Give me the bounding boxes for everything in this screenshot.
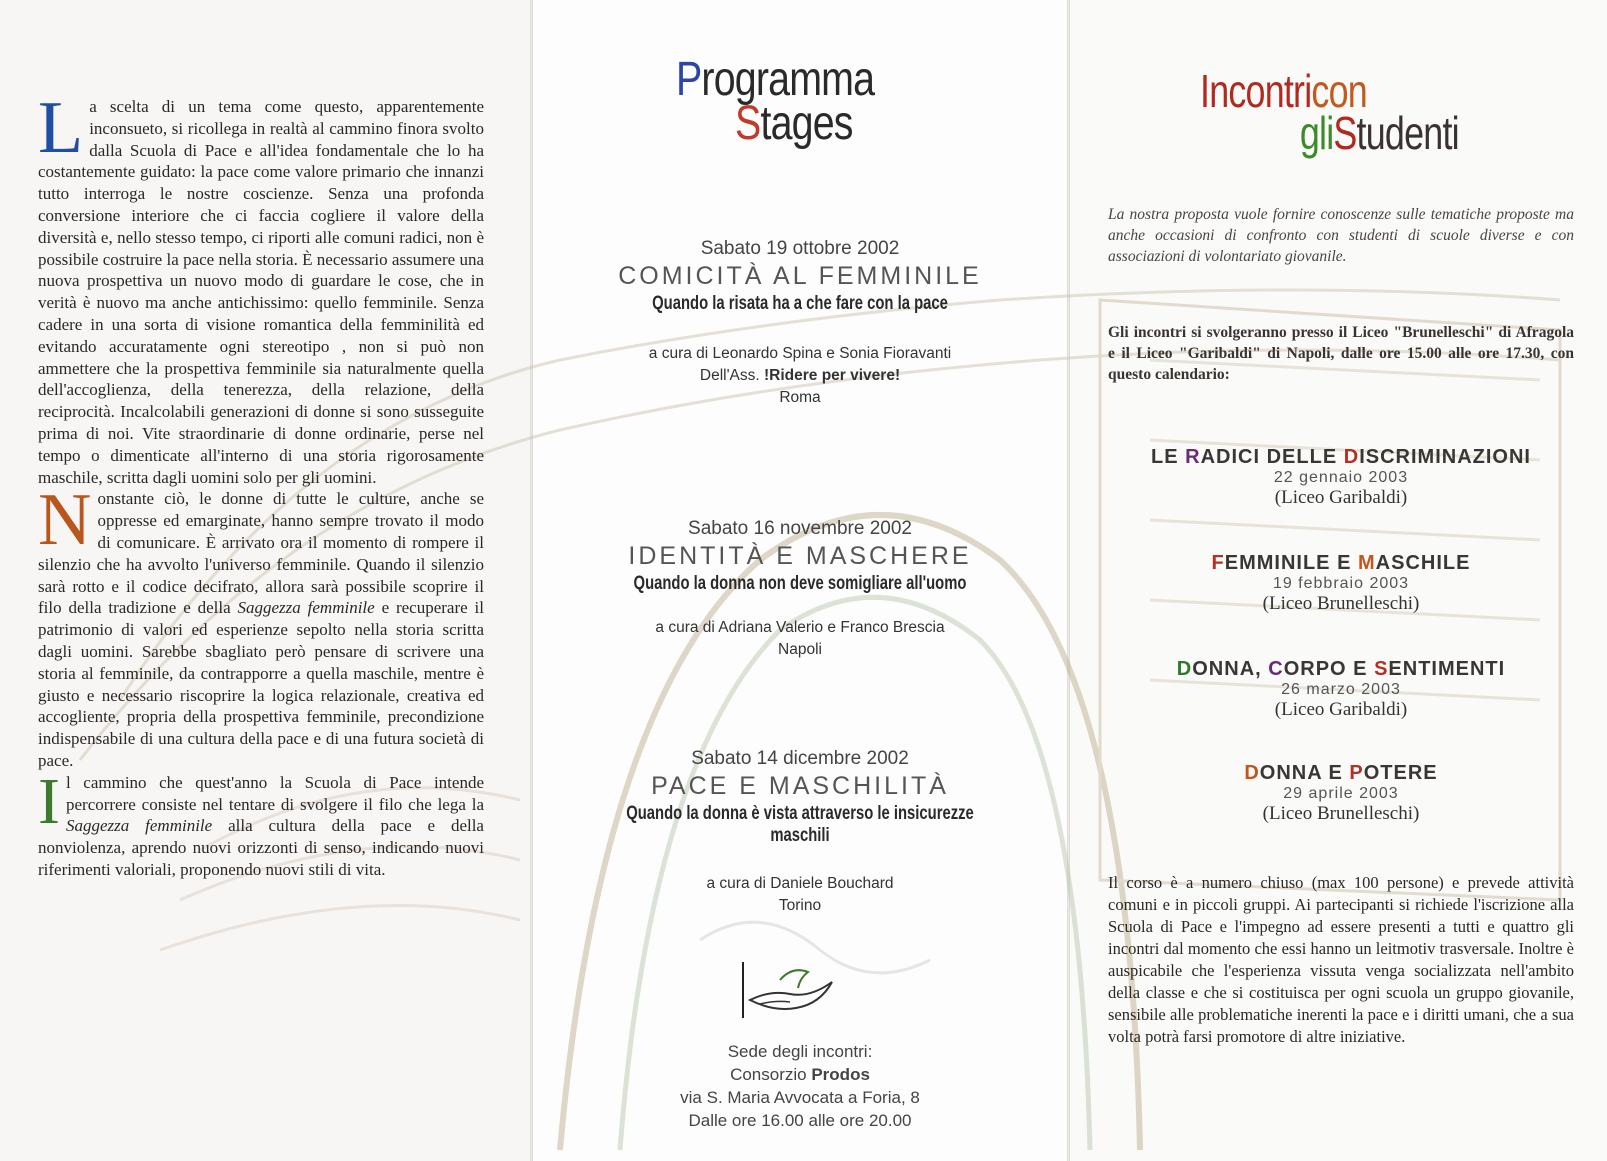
event-curators: a cura di Leonardo Spina e Sonia Fioravanti — [648, 345, 952, 362]
meeting-2 — [1108, 552, 1574, 615]
association-name: !Ridere per vivere! — [764, 367, 901, 384]
meeting-3 — [1108, 658, 1574, 721]
title-word-incontri: Incontri — [1200, 65, 1312, 117]
prodos-logo-icon — [740, 960, 840, 1020]
meeting-date: 29 aprile 2003 — [1283, 785, 1399, 802]
paragraph-3 — [38, 764, 484, 881]
meeting-title-initial: P — [1349, 762, 1364, 784]
schedule-intro: Gli incontri si svolgeranno presso il Liceo "Brunelleschi" di Afragola e il Liceo "Garibaldi" di Napoli, dalle ore 15.00 alle ore 17.30, con questo calendario: — [1108, 324, 1574, 383]
event-1 — [560, 238, 1040, 409]
event-date: Sabato 16 novembre 2002 — [688, 518, 912, 539]
meeting-date: 26 marzo 2003 — [1281, 681, 1401, 698]
meeting-4 — [1108, 762, 1574, 825]
meeting-title-initial: S — [1374, 658, 1389, 680]
event-date: Sabato 14 dicembre 2002 — [691, 748, 909, 769]
meeting-place: (Liceo Garibaldi) — [1274, 699, 1408, 720]
meeting-title — [1108, 552, 1574, 575]
event-date: Sabato 19 ottobre 2002 — [700, 238, 900, 259]
title-word-studenti: tudenti — [1356, 107, 1459, 159]
venue-block — [560, 1040, 1040, 1132]
meeting-date: 22 gennaio 2003 — [1273, 469, 1409, 486]
venue-address: via S. Maria Avvocata a Foria, 8 — [680, 1088, 920, 1107]
title-word-programma: rogramma — [701, 53, 875, 106]
event-association — [560, 365, 1040, 387]
meeting-title-initial: D — [1176, 658, 1193, 680]
meeting-title-part: ONNA, — [1192, 658, 1269, 680]
programma-stages-title — [676, 53, 875, 150]
event-title: PACE E MASCHILITÀ — [651, 772, 949, 800]
meeting-date: 19 febbraio 2003 — [1272, 575, 1410, 592]
meeting-title — [1108, 762, 1574, 785]
title-word-con: con — [1311, 65, 1367, 117]
meeting-title-initial: D — [1244, 762, 1260, 784]
meeting-title-part: ONNA E — [1259, 762, 1350, 784]
event-city: Roma — [779, 389, 821, 406]
event-2 — [560, 518, 1040, 661]
drop-cap-i: I — [38, 764, 60, 838]
meeting-title-initial: M — [1357, 552, 1376, 574]
event-subtitle: Quando la risata ha a che fare con la pace — [652, 293, 948, 314]
meeting-title — [1108, 658, 1574, 681]
fold-line-right — [1067, 0, 1070, 1161]
meeting-title-initial: D — [1343, 446, 1360, 468]
meeting-title-part: ADICI DELLE — [1200, 446, 1344, 468]
title-line-2 — [1200, 107, 1459, 159]
paragraph-2-body-a: onstante ciò, le donne di tutte le culture, anche se oppresse ed emarginate, hanno sempre trovato il modo di comunicare. È arrivato ora il momento di rompere il silenzio che ha avvolto l'universo femminile. Quando il silenzio sarà rotto e il codice decifrato, allora sarà possibile scoprire il filo della tradizione e della — [38, 489, 484, 618]
meeting-place: (Liceo Garibaldi) — [1274, 487, 1408, 508]
paragraph-1-body: a scelta di un tema come questo, apparentemente inconsueto, si ricollega in realtà al cammino finora svolto dalla Scuola di Pace e all'idea fondamentale che lo ha costantemente guidato: la pace come valore primario che innanzi tutto interroga le nostre coscienze. Senza una profonda conversione interiore che ci faccia cogliere il valore della diversità e, nello stesso tempo, ci riporti alle comuni radici, non è possibile costruire la pace nella storia. È necessario assumere una nuova prospettiva un nuovo modo di guardare le cose, che in verità è nuovo ma anche antichissimo: quello femminile. Senza cadere in una sorta di visione romantica della femminilità ed evitando accuratamente ogni stereotipo , non si può non ammettere che la prospettiva femminile sia naturalmente quella dell'accoglienza, della tenerezza, della relazione, della reciprocità. Incalcolabili generazioni di donne si sono susseguite prima di noi. Vite straordinarie di donne ordinarie, perse nel tempo o dimenticate all'interno di una storia rigorosamente maschile, scritta dagli uomini solo per gli uomini. — [38, 97, 484, 487]
meeting-title-initial: R — [1185, 446, 1201, 468]
event-credit — [560, 343, 1040, 409]
meeting-title-part: EMMINILE E — [1224, 552, 1358, 574]
event-subtitle: Quando la donna è vista attraverso le insicurezze maschili — [626, 803, 974, 846]
paragraph-2-body-b: e recuperare il patrimonio di valori ed esperienze sepolto nella storia scritta dagli uomini. Sarebbe sbagliato però pensare di scrivere una storia al femminile, da contrapporre a quella maschile, mentre è giusto e necessario riscoprire la logica relazionale, creativa ed accogliente, propria della prospettiva femminile, precondizione indispensabile di una cultura della pace e di una futura società di pace. — [38, 598, 484, 770]
paragraph-3-italic: Saggezza femminile — [65, 816, 213, 836]
title-initial-s: S — [735, 97, 761, 150]
meeting-title-part: ISCRIMINAZIONI — [1359, 446, 1531, 468]
venue-hours: Dalle ore 16.00 alle ore 20.00 — [688, 1111, 912, 1130]
event-curators: a cura di Daniele Bouchard — [706, 875, 894, 892]
paragraph-3-body-a: l cammino che quest'anno la Scuola di Pace intende percorrere consiste nel tentare di svolgere il filo che lega la — [65, 772, 484, 814]
drop-cap-n: N — [38, 479, 92, 562]
meeting-title-part: OTERE — [1363, 762, 1438, 784]
venue-organization — [560, 1063, 1040, 1086]
event-credit — [560, 617, 1040, 661]
title-word-stages: tages — [760, 97, 853, 150]
event-credit — [560, 873, 1040, 917]
meeting-title-part: ASCHILE — [1375, 552, 1471, 574]
event-city: Torino — [778, 897, 822, 914]
meeting-title-part: ENTIMENTI — [1388, 658, 1506, 680]
meeting-title-part: LE — [1151, 446, 1186, 468]
meeting-title-initial: C — [1268, 658, 1284, 680]
title-line-2 — [676, 97, 853, 150]
event-3 — [560, 748, 1040, 917]
fold-line-left — [530, 0, 533, 1161]
title-initial-p: P — [676, 53, 702, 106]
venue-org-prefix: Consorzio — [730, 1065, 812, 1084]
closing-paragraph: Il corso è a numero chiuso (max 100 persone) e prevede attività comuni e in piccoli gruppi. Ai partecipanti si richiede l'iscrizione alla Scuola di Pace e l'impegno ad essere presenti a tutti e quattro gli incontri dal momento che essi hanno un leitmotiv trasversale. Inoltre è auspicabile che l'esperienza vissuta venga socializzata nell'ambito della classe e che si costituisca per ogni scuola un gruppo giovanile, sensibile alle problematiche inerenti la pace e i diritti umani, che a sua volta potrà farsi promotore di altre iniziative. — [1108, 873, 1574, 1046]
title-initial-s: S — [1333, 107, 1357, 159]
incontri-title — [1200, 65, 1459, 159]
venue-label: Sede degli incontri: — [727, 1042, 873, 1061]
association-prefix: Dell'Ass. — [699, 367, 764, 384]
paragraph-3-body-b: alla cultura della pace e della nonviolenza, aprendo nuovi orizzonti di senso, indicando nuovi riferimenti valoriali, proponendo nuovi stili di vita. — [38, 816, 484, 879]
drop-cap-l: L — [38, 87, 84, 169]
venue-org-name: Prodos — [811, 1065, 870, 1084]
meeting-place: (Liceo Brunelleschi) — [1262, 803, 1420, 824]
event-title: IDENTITÀ E MASCHERE — [628, 542, 972, 570]
event-title: COMICITÀ AL FEMMINILE — [618, 262, 982, 290]
meeting-place: (Liceo Brunelleschi) — [1262, 593, 1420, 614]
paragraph-1 — [38, 87, 484, 488]
meeting-title-part: ORPO E — [1283, 658, 1375, 680]
meeting-title-initial: F — [1211, 552, 1225, 574]
title-word-gli: gli — [1299, 107, 1334, 159]
meeting-1 — [1108, 446, 1574, 509]
paragraph-2-italic: Saggezza femminile — [237, 598, 375, 618]
intro-paragraph: La nostra proposta vuole fornire conoscenze sulle tematiche proposte ma anche occasioni di confronto con studenti di scuole diverse e con associazioni di volontariato giovanile. — [1108, 206, 1574, 265]
event-city: Napoli — [778, 641, 822, 658]
left-column-text — [38, 87, 484, 881]
event-curators: a cura di Adriana Valerio e Franco Brescia — [655, 619, 945, 636]
event-subtitle: Quando la donna non deve somigliare all'uomo — [633, 573, 967, 594]
paragraph-2 — [38, 479, 484, 771]
meeting-title — [1108, 446, 1574, 469]
